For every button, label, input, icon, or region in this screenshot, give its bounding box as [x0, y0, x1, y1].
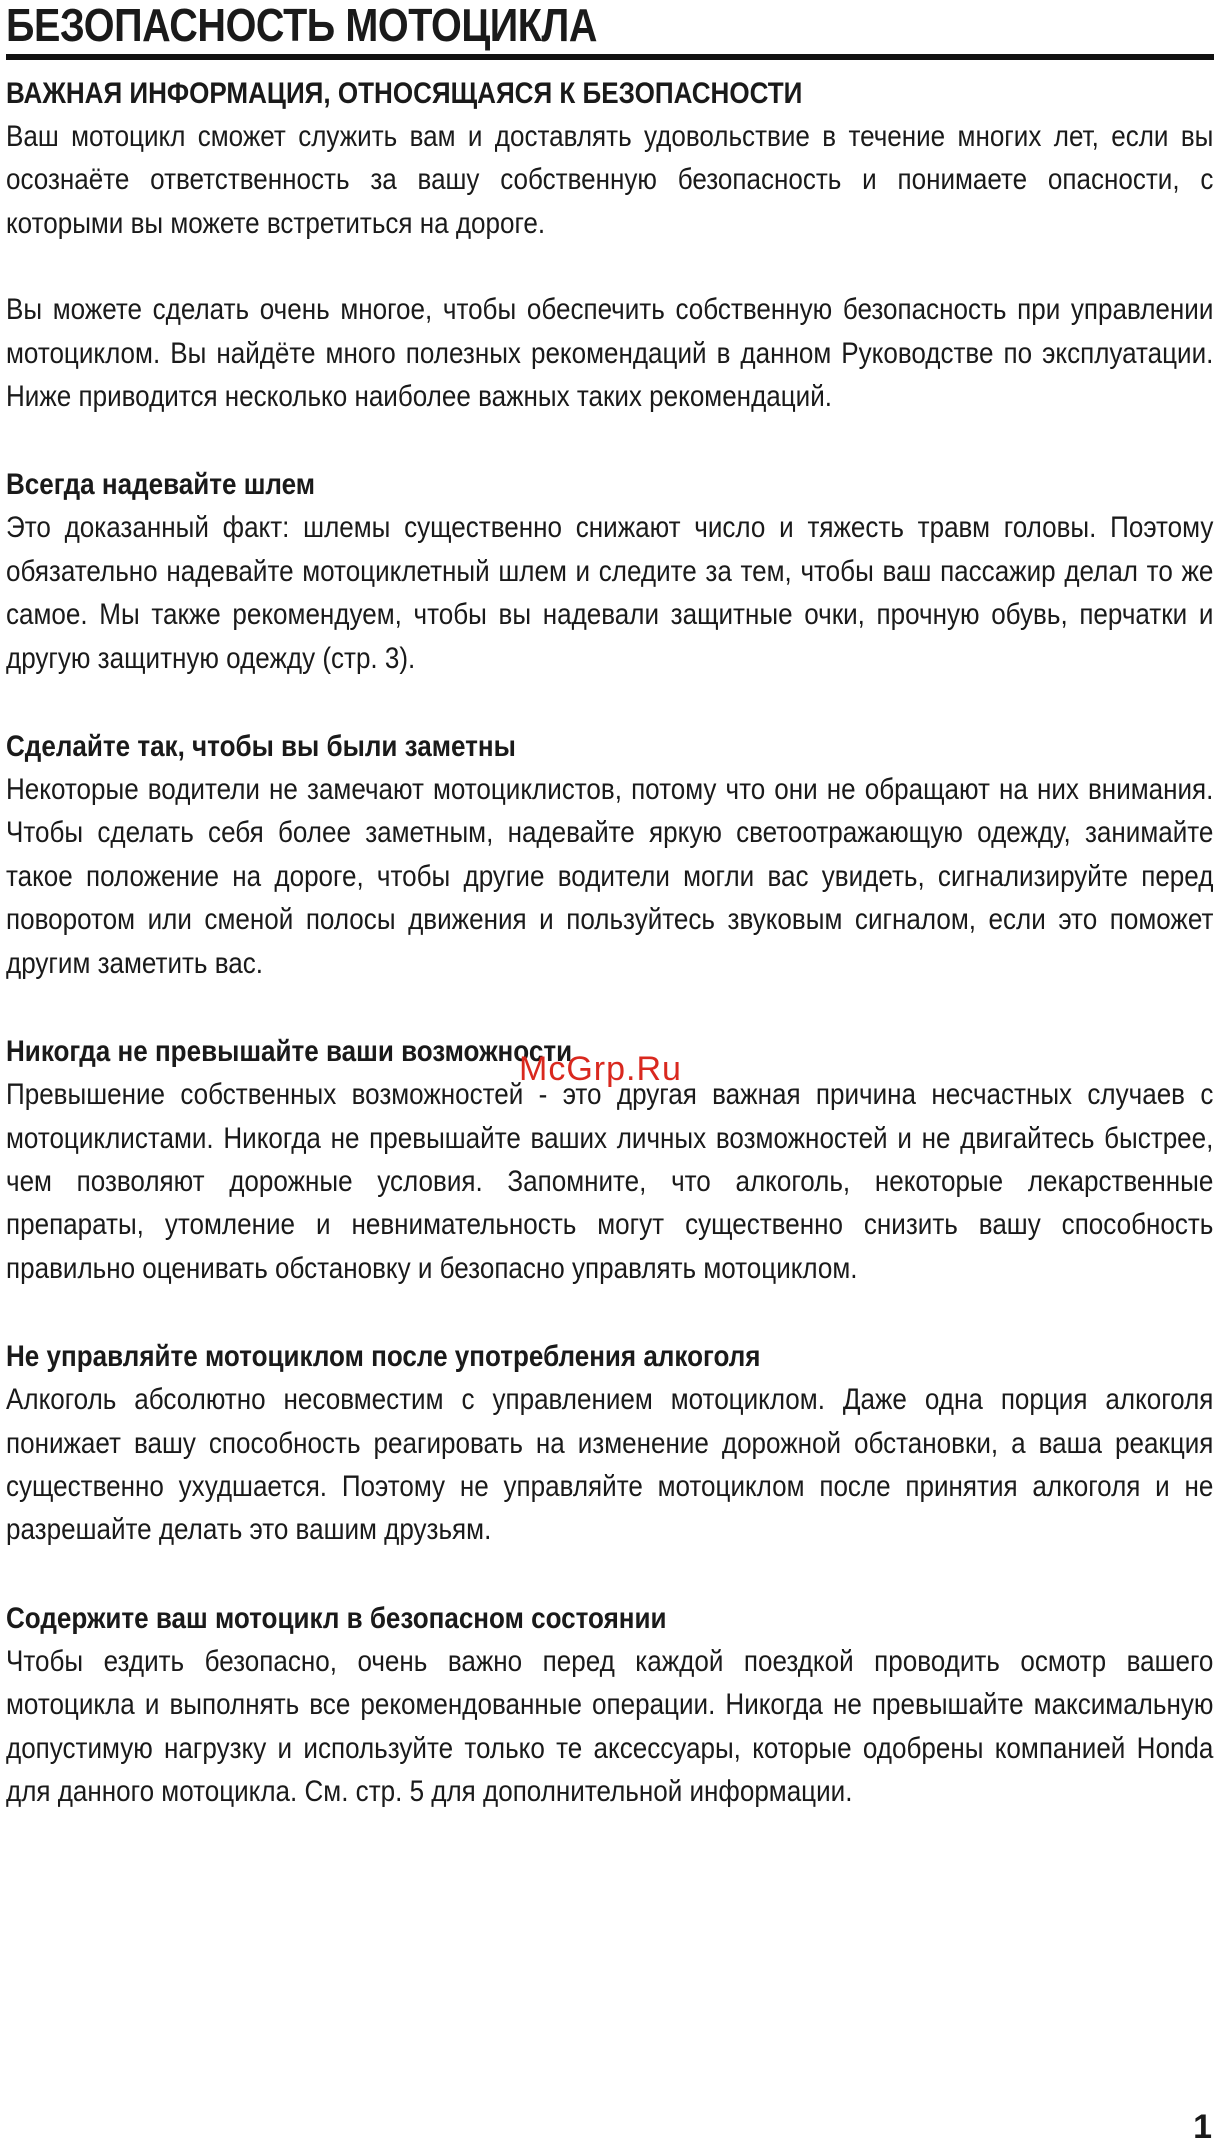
- section-heading: Сделайте так, чтобы вы были заметны: [6, 730, 516, 764]
- section-helmet: [6, 463, 1213, 680]
- paragraph: Превышение собственных возможностей - это другая важная причина несчастных случаев с мотоциклистами. Никогда не превышайте ваших личных возможностей и не двигайтесь быстрее, чем позволяют дорожные условия. Запомните, что алкоголь, некоторые лекарственные препараты, утомление и невнимательность могут существенно снизить вашу способность правильно оценивать обстановку и безопасно управлять мотоциклом.: [6, 1078, 1214, 1285]
- section-heading: ВАЖНАЯ ИНФОРМАЦИЯ, ОТНОСЯЩАЯСЯ К БЕЗОПАСНОСТИ: [6, 77, 803, 110]
- paragraph: Ваш мотоцикл сможет служить вам и доставлять удовольствие в течение многих лет, если вы осознаёте ответственность за вашу собственную безопасность и понимаете опасности, с которыми вы можете встретиться на дороге.: [6, 120, 1214, 240]
- section-heading: Никогда не превышайте ваши возможности: [6, 1035, 573, 1069]
- title-underline: [6, 54, 1214, 60]
- document-body: [6, 72, 1213, 1858]
- page-number: 1: [1193, 2108, 1212, 2146]
- section-heading: Не управляйте мотоциклом после употребления алкоголя: [6, 1340, 761, 1374]
- page-title: БЕЗОПАСНОСТЬ МОТОЦИКЛА: [6, 0, 597, 51]
- section-heading: Всегда надевайте шлем: [6, 468, 316, 502]
- watermark: McGrp.Ru: [519, 1050, 682, 1088]
- paragraph: Некоторые водители не замечают мотоциклистов, потому что они не обращают на них внимания. Чтобы сделать себя более заметным, надевайте яркую светоотражающую одежду, занимайте такое положение на дороге, чтобы другие водители могли вас увидеть, сигнализируйте перед поворотом или сменой полосы движения и пользуйтесь звуковым сигналом, если это поможет другим заметить вас.: [6, 773, 1214, 980]
- paragraph: Вы можете сделать очень многое, чтобы обеспечить собственную безопасность при управлении мотоциклом. Вы найдёте много полезных рекомендаций в данном Руководстве по эксплуатации. Ниже приводится несколько наиболее важных таких рекомендаций.: [6, 293, 1214, 414]
- paragraph: Алкоголь абсолютно несовместим с управлением мотоциклом. Даже одна порция алкоголя понижает вашу способность реагировать на изменение дорожной обстановки, а ваша реакция существенно ухудшается. Поэтому не управляйте мотоциклом после принятия алкоголя и не разрешайте делать это вашим друзьям.: [6, 1383, 1214, 1547]
- section-heading: Содержите ваш мотоцикл в безопасном состоянии: [6, 1601, 667, 1635]
- section-important-info: [6, 72, 1213, 418]
- section-alcohol: [6, 1335, 1213, 1552]
- section-maintenance: [6, 1597, 1213, 1814]
- paragraph: Чтобы ездить безопасно, очень важно перед каждой поездкой проводить осмотр вашего мотоцикла и выполнять все рекомендованные операции. Никогда не превышайте максимальную допустимую нагрузку и используйте только те аксессуары, которые одобрены компанией Honda для данного мотоцикла. См. стр. 5 для дополнительной информации.: [6, 1644, 1214, 1808]
- paragraph: Это доказанный факт: шлемы существенно снижают число и тяжесть травм головы. Поэтому обязательно надевайте мотоциклетный шлем и следите за тем, чтобы ваш пассажир делал то же самое. Мы также рекомендуем, чтобы вы надевали защитные очки, прочную обувь, перчатки и другую защитную одежду (стр. 3).: [6, 511, 1214, 675]
- section-visibility: [6, 725, 1213, 985]
